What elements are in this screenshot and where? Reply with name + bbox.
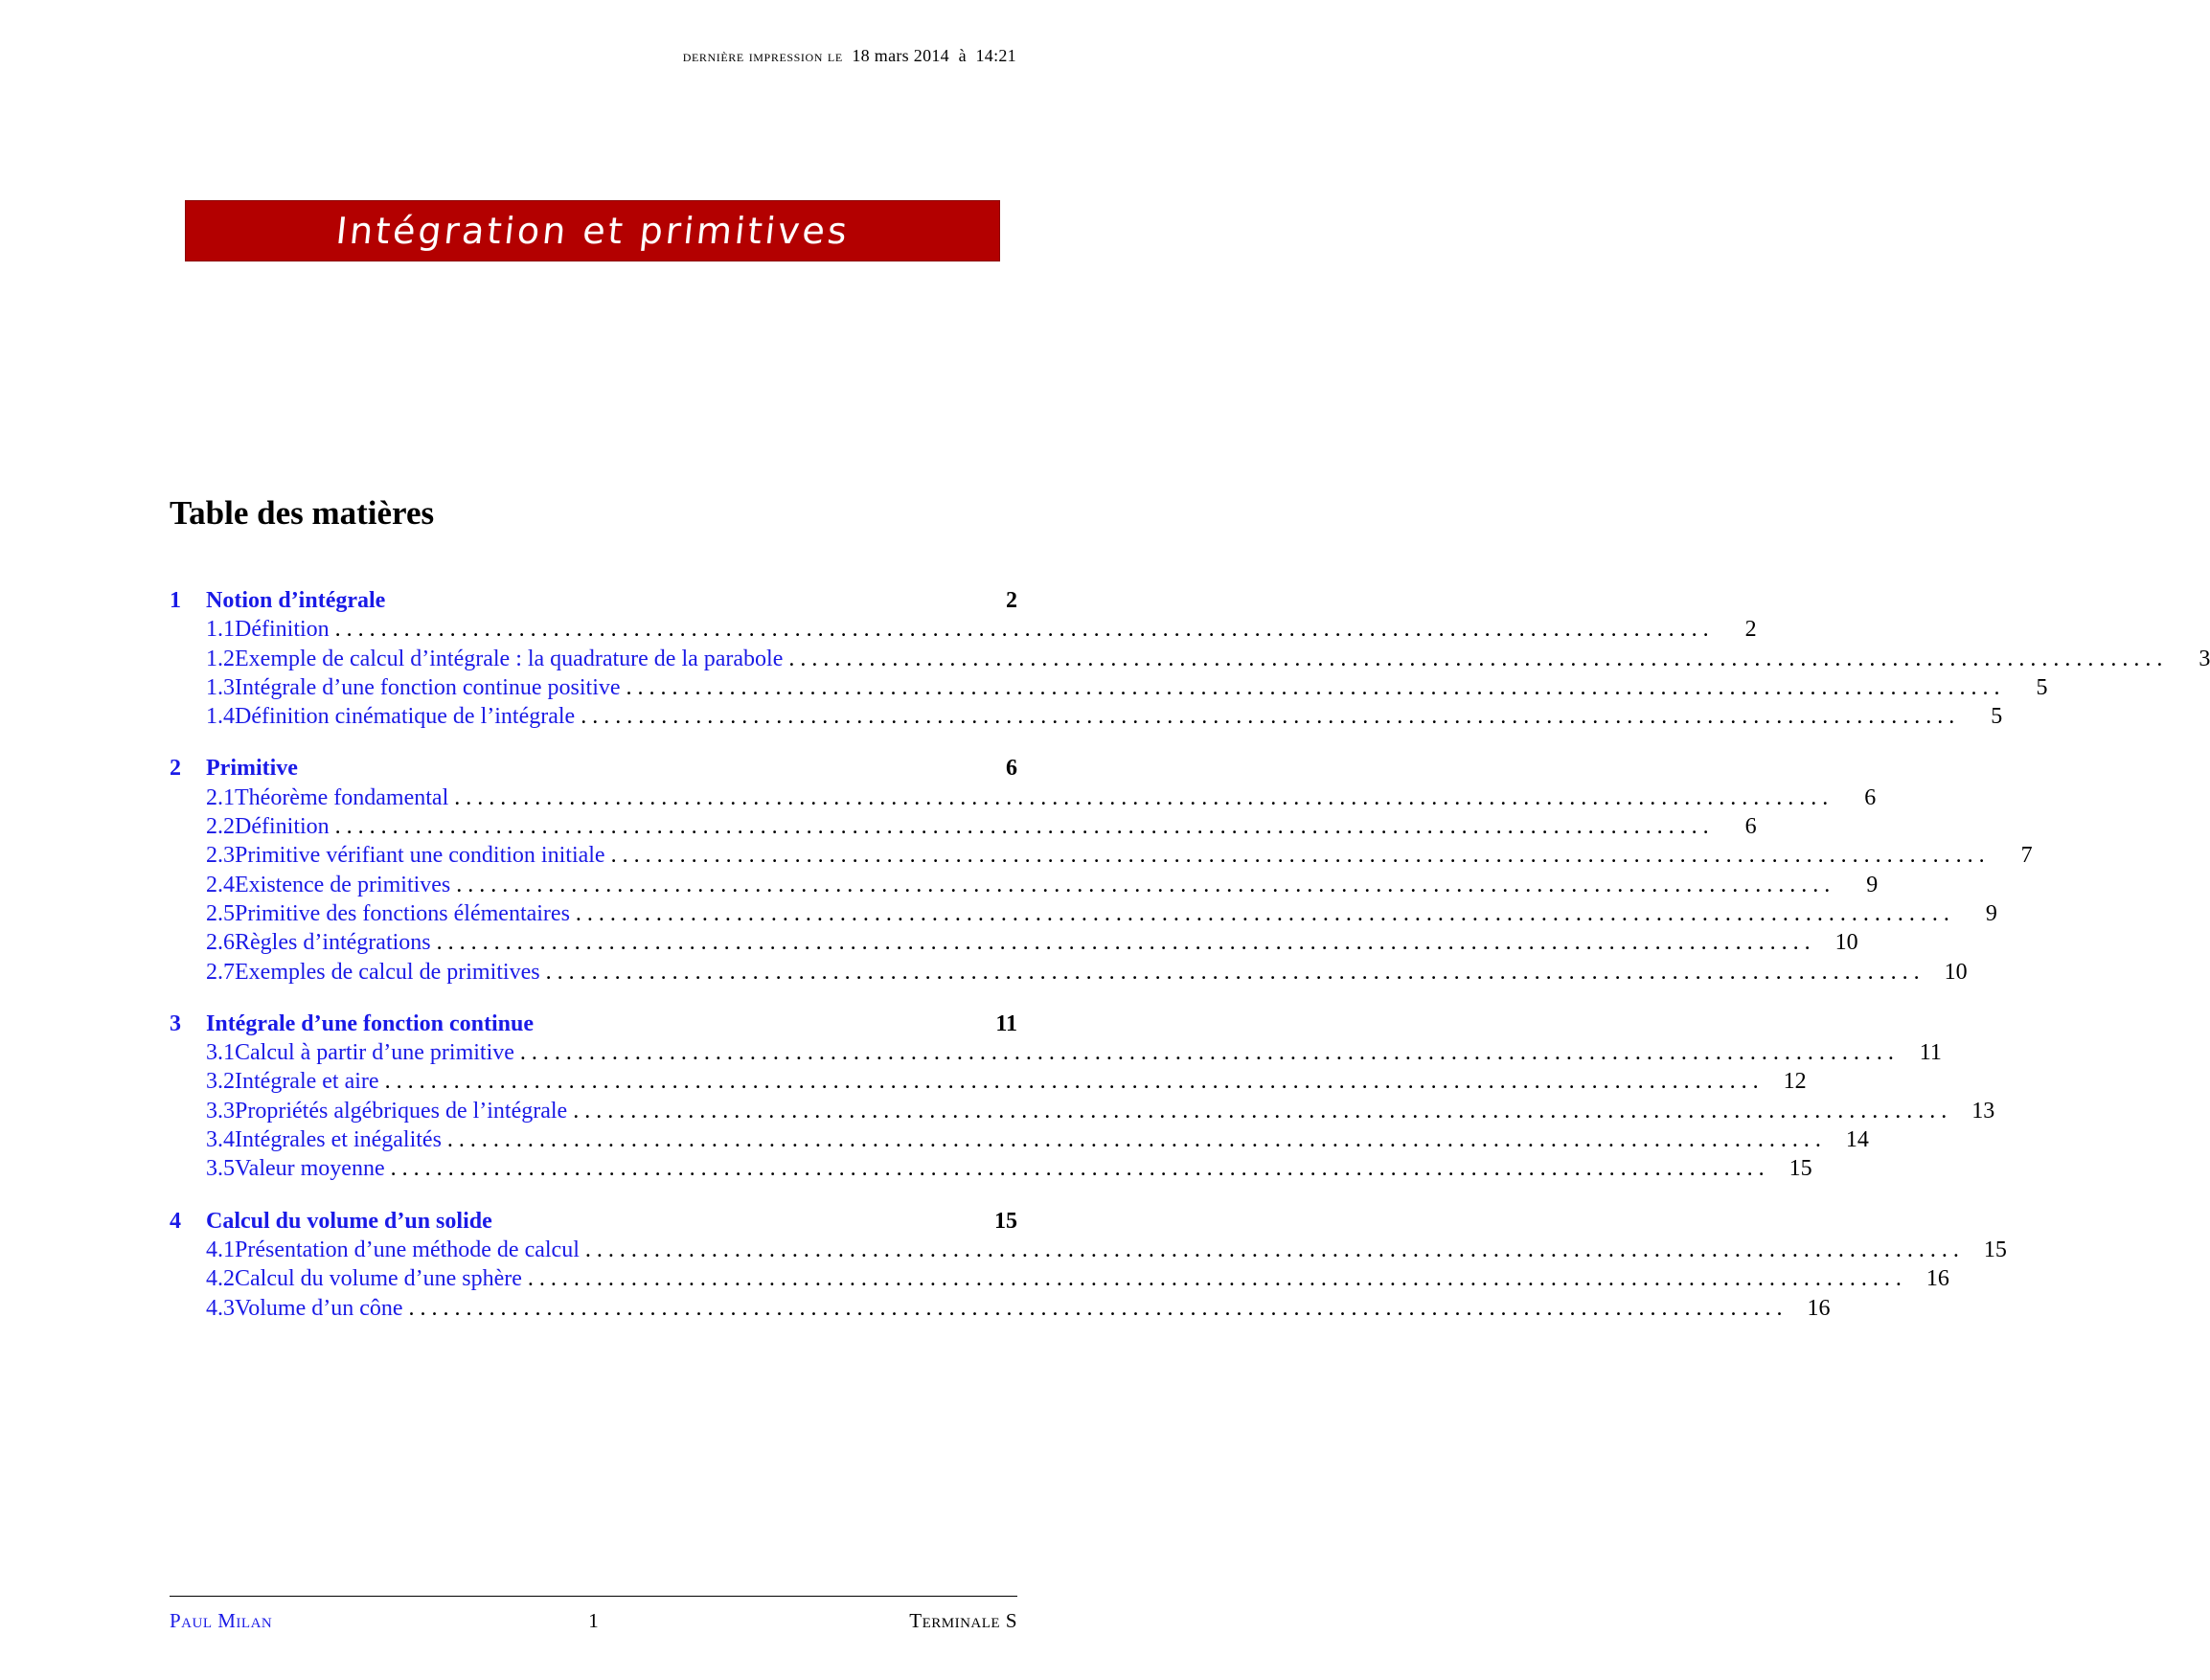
toc-subsection-number[interactable]: 4.2 [206, 1266, 235, 1292]
toc-page-number: 11 [1919, 1040, 1942, 1066]
toc-section [170, 1207, 2007, 1323]
dot-leader: . . . . . . . . . . . . . . . . . . . . . . . . . . . . . . . . . . . . . . . . . . . . . . . . . . . . . . . . . . . . . . . . . . . . . . . . . . . . . . . . . . . . . . . . . . . . . . . . . . . . . . . . . . . . . . . . . . . . . . . . [575, 900, 1949, 926]
toc-page-number: 10 [1834, 930, 1858, 956]
toc-section-number[interactable]: 1 [170, 588, 181, 613]
toc-subsection-title[interactable]: Présentation d’une méthode de calcul [235, 1237, 580, 1262]
toc-subsection-title[interactable]: Intégrale et aire [235, 1069, 379, 1095]
toc-section [170, 754, 2033, 986]
toc-subsection-number[interactable]: 3.4 [206, 1127, 235, 1153]
toc-subsection-entry[interactable] [170, 1125, 1869, 1154]
toc-section-title[interactable]: Calcul du volume d’un solide [206, 1208, 492, 1234]
dot-leader: . . . . . . . . . . . . . . . . . . . . . . . . . . . . . . . . . . . . . . . . . . . . . . . . . . . . . . . . . . . . . . . . . . . . . . . . . . . . . . . . . . . . . . . . . . . . . . . . . . . . . . . . . . . . . . . . . . . . . . . . [519, 1040, 1894, 1066]
toc-page-number: 16 [1807, 1295, 1831, 1321]
toc-page-number: 5 [1991, 704, 2003, 730]
toc-subsection-entry[interactable] [170, 1067, 1807, 1096]
toc-page-number: 6 [1006, 756, 1017, 782]
toc-subsection-number[interactable]: 2.2 [206, 814, 235, 840]
page-footer [170, 1609, 1017, 1638]
toc-subsection-entry[interactable] [170, 615, 1757, 644]
dot-leader: . . . . . . . . . . . . . . . . . . . . . . . . . . . . . . . . . . . . . . . . . . . . . . . . . . . . . . . . . . . . . . . . . . . . . . . . . . . . . . . . . . . . . . . . . . . . . . . . . . . . . . . . . . . . . . . . . . . . . . . . [456, 872, 1831, 897]
toc-subsection-title[interactable]: Définition [235, 814, 330, 840]
dot-leader: . . . . . . . . . . . . . . . . . . . . . . . . . . . . . . . . . . . . . . . . . . . . . . . . . . . . . . . . . . . . . . . . . . . . . . . . . . . . . . . . . . . . . . . . . . . . . . . . . . . . . . . . . . . . . . . . . . . . . . . . [788, 646, 2163, 671]
toc-subsection-number[interactable]: 2.4 [206, 872, 235, 897]
dot-leader: . . . . . . . . . . . . . . . . . . . . . . . . . . . . . . . . . . . . . . . . . . . . . . . . . . . . . . . . . . . . . . . . . . . . . . . . . . . . . . . . . . . . . . . . . . . . . . . . . . . . . . . . . . . . . . . . . . . . . . . . [610, 843, 1985, 869]
toc-subsection-entry[interactable] [170, 1154, 1812, 1183]
dot-leader: . . . . . . . . . . . . . . . . . . . . . . . . . . . . . . . . . . . . . . . . . . . . . . . . . . . . . . . . . . . . . . . . . . . . . . . . . . . . . . . . . . . . . . . . . . . . . . . . . . . . . . . . . . . . . . . . . . . . . . . . [573, 1098, 1948, 1124]
toc-subsection-title[interactable]: Intégrale d’une fonction continue positive [235, 674, 621, 700]
toc-subsection-title[interactable]: Définition cinématique de l’intégrale [235, 704, 576, 730]
toc-subsection-number[interactable]: 2.1 [206, 784, 235, 810]
dot-leader: . . . . . . . . . . . . . . . . . . . . . . . . . . . . . . . . . . . . . . . . . . . . . . . . . . . . . . . . . . . . . . . . . . . . . . . . . . . . . . . . . . . . . . . . . . . . . . . . . . . . . . . . . . . . . . . . . . . . . . . . [334, 617, 1709, 643]
toc-section [170, 586, 2210, 731]
toc-subsection-entry[interactable] [170, 928, 1858, 957]
dot-leader: . . . . . . . . . . . . . . . . . . . . . . . . . . . . . . . . . . . . . . . . . . . . . . . . . . . . . . . . . . . . . . . . . . . . . . . . . . . . . . . . . . . . . . . . . . . . . . . . . . . . . . . . . . . . . . . . . . . . . . . . [384, 1069, 1759, 1095]
toc-subsection-entry[interactable] [170, 841, 2033, 870]
toc-subsection-entry[interactable] [170, 899, 1997, 928]
toc-subsection-entry[interactable] [170, 1038, 1942, 1067]
dot-leader: . . . . . . . . . . . . . . . . . . . . . . . . . . . . . . . . . . . . . . . . . . . . . . . . . . . . . . . . . . . . . . . . . . . . . . . . . . . . . . . . . . . . . . . . . . . . . . . . . . . . . . . . . . . . . . . . . . . . . . . . [436, 930, 1811, 956]
print-info [683, 46, 1016, 66]
dot-leader: . . . . . . . . . . . . . . . . . . . . . . . . . . . . . . . . . . . . . . . . . . . . . . . . . . . . . . . . . . . . . . . . . . . . . . . . . . . . . . . . . . . . . . . . . . . . . . . . . . . . . . . . . . . . . . . . . . . . . . . . [584, 1237, 1959, 1262]
toc-page-number: 6 [1864, 784, 1877, 810]
toc-subsection-entry[interactable] [170, 673, 2048, 702]
toc-subsection-title[interactable]: Définition [235, 617, 330, 643]
dot-leader: . . . . . . . . . . . . . . . . . . . . . . . . . . . . . . . . . . . . . . . . . . . . . . . . . . . . . . . . . . . . . . . . . . . . . . . . . . . . . . . . . . . . . . . . . . . . . . . . . . . . . . . . . . . . . . . . . . . . . . . . [626, 674, 2000, 700]
toc-page-number: 6 [1744, 814, 1757, 840]
toc-page-number: 2 [1006, 588, 1017, 613]
toc-subsection-title[interactable]: Exemples de calcul de primitives [235, 959, 540, 985]
toc-subsection-title[interactable]: Volume d’un cône [235, 1295, 403, 1321]
toc-section-entry[interactable] [170, 754, 1017, 783]
toc-subsection-entry[interactable] [170, 1097, 1995, 1125]
dot-leader: . . . . . . . . . . . . . . . . . . . . . . . . . . . . . . . . . . . . . . . . . . . . . . . . . . . . . . . . . . . . . . . . . . . . . . . . . . . . . . . . . . . . . . . . . . . . . . . . . . . . . . . . . . . . . . . . . . . . . . . . [408, 1295, 1783, 1321]
toc-page-number: 5 [2036, 674, 2048, 700]
toc-subsection-title[interactable]: Propriétés algébriques de l’intégrale [235, 1098, 568, 1124]
title-banner [185, 200, 1000, 261]
table-of-contents [170, 586, 2210, 1346]
document-title: Intégration et primitives [333, 210, 852, 252]
toc-subsection-number[interactable]: 1.4 [206, 704, 235, 730]
print-time: 14:21 [975, 46, 1016, 65]
toc-subsection-title[interactable]: Primitive des fonctions élémentaires [235, 900, 570, 926]
toc-page-number: 9 [1985, 900, 1997, 926]
toc-subsection-number[interactable]: 3.3 [206, 1098, 235, 1124]
toc-subsection-number[interactable]: 1.3 [206, 674, 235, 700]
footer-class: Terminale S [909, 1609, 1017, 1632]
toc-section [170, 1010, 1995, 1184]
toc-subsection-entry[interactable] [170, 645, 2210, 673]
toc-subsection-number[interactable]: 3.2 [206, 1069, 235, 1095]
toc-subsection-number[interactable]: 3.5 [206, 1156, 235, 1182]
dot-leader: . . . . . . . . . . . . . . . . . . . . . . . . . . . . . . . . . . . . . . . . . . . . . . . . . . . . . . . . . . . . . . . . . . . . . . . . . . . . . . . . . . . . . . . . . . . . . . . . . . . . . . . . . . . . . . . . . . . . . . . . [527, 1266, 1902, 1292]
dot-leader: . . . . . . . . . . . . . . . . . . . . . . . . . . . . . . . . . . . . . . . . . . . . . . . . . . . . . . . . . . . . . . . . . . . . . . . . . . . . . . . . . . . . . . . . . . . . . . . . . . . . . . . . . . . . . . . . . . . . . . . . [454, 784, 1829, 810]
toc-page-number: 10 [1944, 959, 1968, 985]
toc-page-number: 12 [1783, 1069, 1807, 1095]
toc-page-number: 7 [2020, 843, 2033, 869]
print-label: dernière impression le [682, 47, 843, 65]
toc-subsection-number[interactable]: 4.1 [206, 1237, 235, 1262]
toc-subsection-entry[interactable] [170, 783, 1877, 812]
footer-divider [170, 1596, 1017, 1597]
toc-subsection-number[interactable]: 2.6 [206, 930, 235, 956]
toc-page-number: 9 [1866, 872, 1879, 897]
toc-section-title[interactable]: Notion d’intégrale [206, 588, 386, 613]
toc-subsection-title[interactable]: Intégrales et inégalités [235, 1127, 442, 1153]
toc-subsection-number[interactable]: 2.5 [206, 900, 235, 926]
dot-leader: . . . . . . . . . . . . . . . . . . . . . . . . . . . . . . . . . . . . . . . . . . . . . . . . . . . . . . . . . . . . . . . . . . . . . . . . . . . . . . . . . . . . . . . . . . . . . . . . . . . . . . . . . . . . . . . . . . . . . . . . [581, 704, 1955, 730]
toc-subsection-entry[interactable] [170, 1236, 2007, 1264]
toc-section-number[interactable]: 3 [170, 1010, 181, 1036]
toc-subsection-title[interactable]: Primitive vérifiant une condition initiale [235, 843, 605, 869]
footer-author: Paul Milan [170, 1609, 273, 1632]
toc-section-entry[interactable] [170, 586, 1017, 615]
toc-subsection-title[interactable]: Calcul à partir d’une primitive [235, 1040, 514, 1066]
toc-section-title[interactable]: Intégrale d’une fonction continue [206, 1010, 534, 1036]
toc-page-number: 3 [2199, 646, 2210, 671]
toc-subsection-entry[interactable] [170, 871, 1879, 899]
toc-page-number: 13 [1971, 1098, 1995, 1124]
toc-subsection-number[interactable]: 4.3 [206, 1295, 235, 1321]
toc-subsection-title[interactable]: Exemple de calcul d’intégrale : la quadrature de la parabole [235, 646, 784, 671]
toc-page-number: 15 [1983, 1237, 2007, 1262]
toc-subsection-title[interactable]: Règles d’intégrations [235, 930, 431, 956]
toc-section-number[interactable]: 2 [170, 756, 181, 782]
footer-page-number: 1 [588, 1609, 599, 1632]
toc-subsection-entry[interactable] [170, 1294, 1831, 1323]
dot-leader: . . . . . . . . . . . . . . . . . . . . . . . . . . . . . . . . . . . . . . . . . . . . . . . . . . . . . . . . . . . . . . . . . . . . . . . . . . . . . . . . . . . . . . . . . . . . . . . . . . . . . . . . . . . . . . . . . . . . . . . . [334, 814, 1709, 840]
toc-subsection-number[interactable]: 3.1 [206, 1040, 235, 1066]
toc-subsection-entry[interactable] [170, 1264, 1949, 1293]
toc-page-number: 11 [995, 1010, 1017, 1036]
print-a: à [958, 46, 967, 65]
toc-subsection-number[interactable]: 2.7 [206, 959, 235, 985]
dot-leader: . . . . . . . . . . . . . . . . . . . . . . . . . . . . . . . . . . . . . . . . . . . . . . . . . . . . . . . . . . . . . . . . . . . . . . . . . . . . . . . . . . . . . . . . . . . . . . . . . . . . . . . . . . . . . . . . . . . . . . . . [545, 959, 1920, 985]
toc-subsection-entry[interactable] [170, 812, 1757, 841]
toc-subsection-entry[interactable] [170, 702, 2003, 731]
toc-subsection-entry[interactable] [170, 958, 1968, 987]
dot-leader: . . . . . . . . . . . . . . . . . . . . . . . . . . . . . . . . . . . . . . . . . . . . . . . . . . . . . . . . . . . . . . . . . . . . . . . . . . . . . . . . . . . . . . . . . . . . . . . . . . . . . . . . . . . . . . . . . . . . . . . . [446, 1127, 1821, 1153]
toc-heading: Table des matières [170, 494, 435, 532]
toc-section-entry[interactable] [170, 1207, 1017, 1236]
toc-page-number: 15 [994, 1208, 1017, 1234]
toc-page-number: 2 [1744, 617, 1757, 643]
toc-page-number: 15 [1789, 1156, 1812, 1182]
toc-section-title[interactable]: Primitive [206, 756, 298, 782]
print-date: 18 mars 2014 [852, 46, 949, 65]
dot-leader: . . . . . . . . . . . . . . . . . . . . . . . . . . . . . . . . . . . . . . . . . . . . . . . . . . . . . . . . . . . . . . . . . . . . . . . . . . . . . . . . . . . . . . . . . . . . . . . . . . . . . . . . . . . . . . . . . . . . . . . . [390, 1156, 1765, 1182]
toc-subsection-number[interactable]: 2.3 [206, 843, 235, 869]
toc-subsection-title[interactable]: Existence de primitives [235, 872, 451, 897]
toc-subsection-title[interactable]: Calcul du volume d’une sphère [235, 1266, 522, 1292]
toc-subsection-number[interactable]: 1.2 [206, 646, 235, 671]
toc-subsection-title[interactable]: Théorème fondamental [235, 784, 449, 810]
toc-section-entry[interactable] [170, 1010, 1017, 1038]
toc-section-number[interactable]: 4 [170, 1208, 181, 1234]
toc-subsection-title[interactable]: Valeur moyenne [235, 1156, 385, 1182]
toc-page-number: 16 [1925, 1266, 1949, 1292]
toc-page-number: 14 [1845, 1127, 1869, 1153]
toc-subsection-number[interactable]: 1.1 [206, 617, 235, 643]
